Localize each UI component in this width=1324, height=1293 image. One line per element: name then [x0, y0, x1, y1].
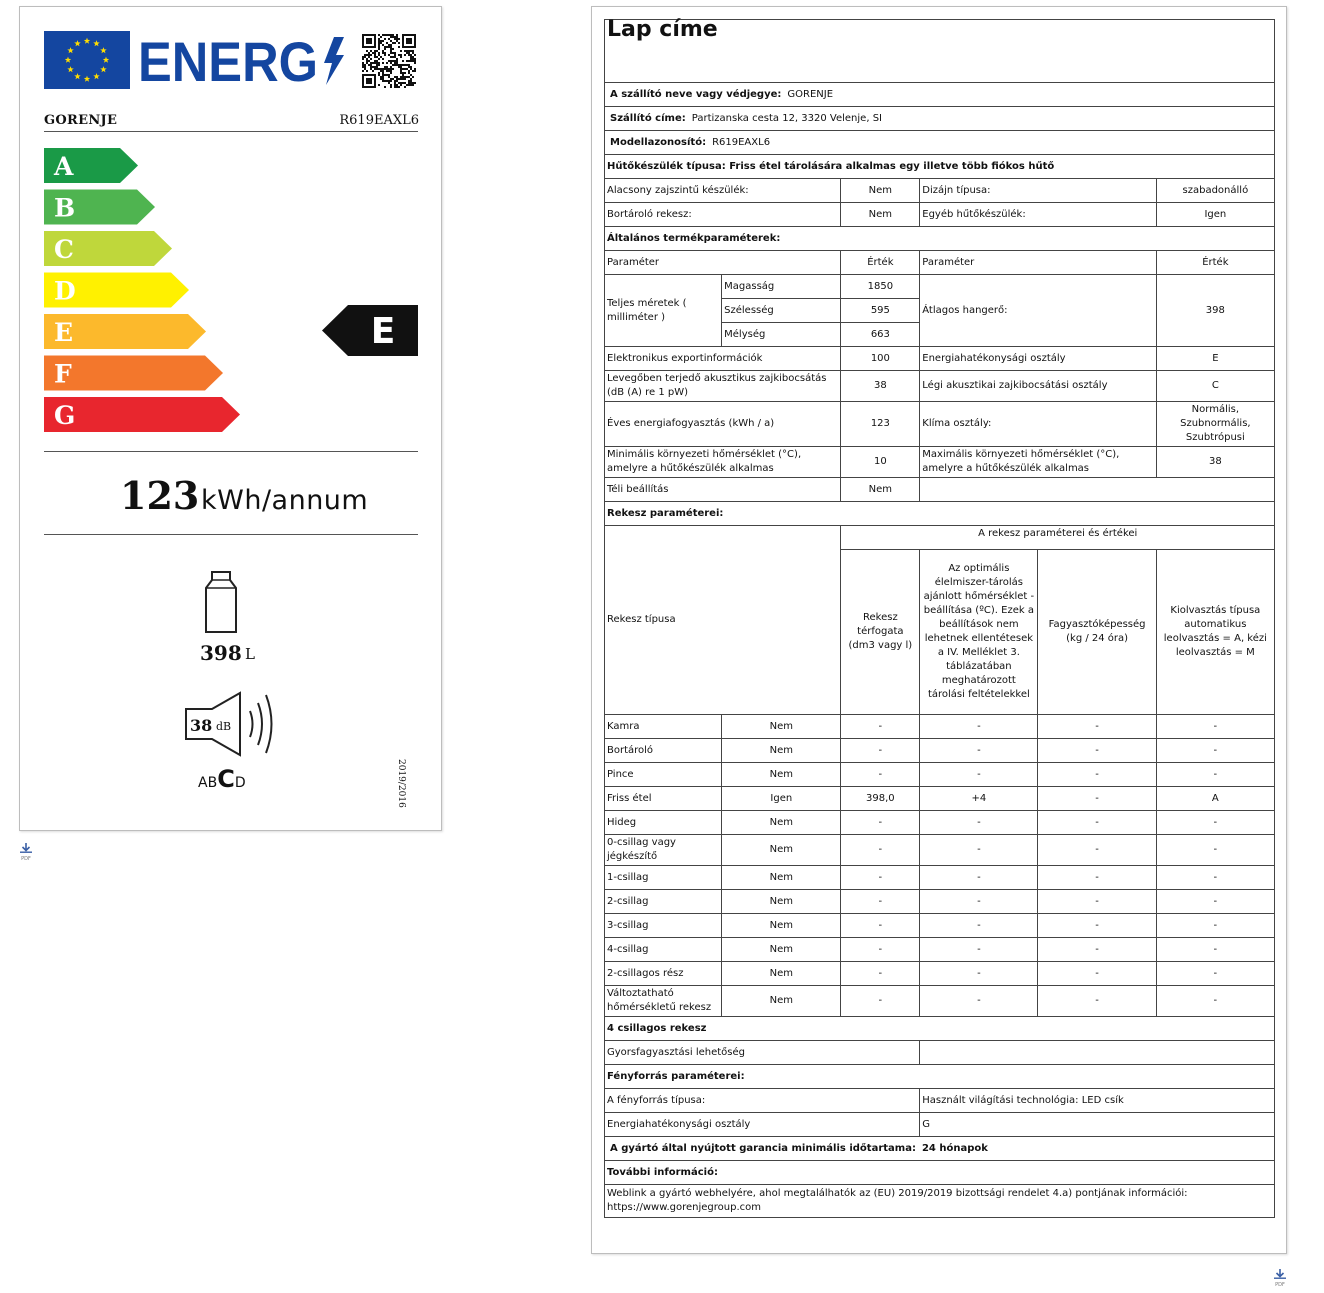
- eu-flag-icon: [44, 31, 130, 89]
- compartment-defrost: -: [1156, 715, 1274, 739]
- general-params-header: Általános termékparaméterek:: [605, 227, 1275, 251]
- compartment-temp-header: Az optimális élelmiszer-tárolás ajánlott hőmérséklet -beállítása (ºC). Ezek a beállítások nem lehetnek ellentétesek a IV. Melléklet 3. táblázatában meghatározott tárolási feltételekkel: [920, 550, 1038, 715]
- pdf-icon-label: PDF: [21, 856, 31, 861]
- compartment-present: Nem: [722, 763, 841, 787]
- compartment-defrost: -: [1156, 866, 1274, 890]
- energy-class-bar-d: [44, 273, 189, 308]
- compartment-row: [605, 914, 1275, 938]
- wine-storage-value: Nem: [841, 203, 920, 227]
- design-type-label: Dizájn típusa:: [920, 179, 1156, 203]
- compartment-name: 4-csillag: [605, 938, 722, 962]
- winter-setting-value: Nem: [841, 478, 920, 502]
- compartment-defrost: -: [1156, 938, 1274, 962]
- climate-class-value: Normális, Szubnormális, Szubtrópusi: [1156, 402, 1274, 447]
- eu-star-icon: [100, 66, 106, 72]
- compartment-defrost: -: [1156, 763, 1274, 787]
- weblink-cell: [605, 1185, 1275, 1218]
- compartment-row: [605, 787, 1275, 811]
- compartment-present: Nem: [722, 866, 841, 890]
- eu-star-icon: [93, 73, 99, 79]
- noise-class-current: C: [217, 765, 235, 793]
- compartment-temp: -: [920, 890, 1038, 914]
- volume-value: 398: [200, 641, 242, 665]
- compartment-temp: +4: [920, 787, 1038, 811]
- energy-class-bar-b: [44, 190, 155, 225]
- supplier-row: [605, 83, 1275, 107]
- compartment-name: 2-csillagos rész: [605, 962, 722, 986]
- bottle-icon: [203, 570, 239, 634]
- eu-star-icon: [93, 40, 99, 46]
- eu-star-icon: [65, 57, 71, 63]
- eu-star-icon: [100, 47, 106, 53]
- compartment-freeze: -: [1038, 787, 1156, 811]
- min-temp-label: Minimális környezeti hőmérséklet (°C), amelyre a hűtőkészülék alkalmas: [605, 447, 841, 478]
- energy-class-label: Energiahatékonysági osztály: [920, 347, 1156, 371]
- compartment-volume: -: [841, 914, 920, 938]
- noise-emission-label: Levegőben terjedő akusztikus zajkibocsátás (dB (A) re 1 pW): [605, 371, 841, 402]
- annual-energy-cell: 123: [841, 402, 920, 447]
- address-label: Szállító címe:: [610, 112, 686, 124]
- compartment-freeze: -: [1038, 811, 1156, 835]
- compartment-freeze-header: Fagyasztóképesség (kg / 24 óra): [1038, 550, 1156, 715]
- compartment-row: [605, 890, 1275, 914]
- volume-label: Átlagos hangerő:: [920, 275, 1156, 347]
- noise-class-value: C: [1156, 371, 1274, 402]
- noise-class-scale: [198, 765, 246, 793]
- energy-class-letter: E: [370, 311, 396, 352]
- compartment-temp: -: [920, 914, 1038, 938]
- energy-class-bar-letter: A: [54, 152, 74, 181]
- compartment-name: 0-csillag vagy jégkészítő: [605, 835, 722, 866]
- light-technology: Használt világítási technológia: LED csík: [920, 1089, 1275, 1113]
- annual-energy-label: Éves energiafogyasztás (kWh / a): [605, 402, 841, 447]
- compartment-defrost: -: [1156, 739, 1274, 763]
- compartment-defrost-header: Kiolvasztás típusa automatikus leolvasztás = A, kézi leolvasztás = M: [1156, 550, 1274, 715]
- eu-star-icon: [103, 57, 109, 63]
- appliance-type: Hűtőkészülék típusa: Friss étel tárolására alkalmas egy illetve több fiókos hűtő: [605, 155, 1275, 179]
- compartment-row: [605, 835, 1275, 866]
- compartment-present: Igen: [722, 787, 841, 811]
- noise-value: 38: [190, 716, 213, 735]
- compartment-freeze: -: [1038, 914, 1156, 938]
- compartment-name: 3-csillag: [605, 914, 722, 938]
- compartment-present: Nem: [722, 938, 841, 962]
- depth-label: Mélység: [722, 323, 841, 347]
- compartment-temp: -: [920, 866, 1038, 890]
- compartment-name: Friss étel: [605, 787, 722, 811]
- compartment-row: [605, 763, 1275, 787]
- divider: [44, 131, 418, 132]
- other-appliance-value: Igen: [1156, 203, 1274, 227]
- weblink-text: Weblink a gyártó webhelyére, ahol megtalálhatók az (EU) 2019/2019 bizottsági rendelet 4.a) pontjának információi:: [607, 1188, 1188, 1199]
- energy-class-value: E: [1156, 347, 1274, 371]
- compartment-present: Nem: [722, 715, 841, 739]
- compartment-temp: -: [920, 962, 1038, 986]
- regulation-number: 2019/2016: [396, 759, 406, 808]
- energy-class-bar-letter: B: [54, 193, 76, 223]
- weblink-url[interactable]: https://www.gorenjegroup.com: [607, 1202, 761, 1213]
- volume-value-cell: 398: [1156, 275, 1274, 347]
- compartment-defrost: -: [1156, 890, 1274, 914]
- compartment-defrost: -: [1156, 914, 1274, 938]
- warranty-row: [605, 1137, 1275, 1161]
- energy-word: ENERG: [138, 30, 318, 91]
- address-value: Partizanska cesta 12, 3320 Velenje, SI: [691, 112, 882, 124]
- noise-class-label: Légi akusztikai zajkibocsátási osztály: [920, 371, 1156, 402]
- compartment-freeze: -: [1038, 986, 1156, 1017]
- supplier-label: A szállító neve vagy védjegye:: [610, 88, 782, 100]
- eu-star-icon: [84, 76, 90, 82]
- four-star-header: 4 csillagos rekesz: [605, 1017, 1275, 1041]
- compartment-temp: -: [920, 739, 1038, 763]
- max-temp-value: 38: [1156, 447, 1274, 478]
- compartment-volume: -: [841, 890, 920, 914]
- compartment-name: 2-csillag: [605, 890, 722, 914]
- noise-class-before: AB: [198, 775, 218, 791]
- compartment-volume: -: [841, 962, 920, 986]
- low-noise-label: Alacsony zajszintű készülék:: [605, 179, 841, 203]
- compartment-volume: -: [841, 811, 920, 835]
- fiche-title: Lap címe: [605, 20, 1275, 83]
- compartment-temp: -: [920, 715, 1038, 739]
- compartment-defrost: -: [1156, 835, 1274, 866]
- pdf-download-icon[interactable]: [1273, 1269, 1287, 1287]
- compartment-freeze: -: [1038, 715, 1156, 739]
- product-fiche: [591, 6, 1287, 1254]
- energy-class-bar-letter: D: [54, 276, 76, 306]
- param-col-header: Paraméter: [920, 251, 1156, 275]
- model-row: [605, 131, 1275, 155]
- annual-energy-value: 123: [120, 473, 200, 518]
- compartment-row: [605, 986, 1275, 1017]
- compartment-present: Nem: [722, 962, 841, 986]
- volume-unit: L: [245, 645, 255, 663]
- compartment-volume: -: [841, 763, 920, 787]
- param-col-header: Paraméter: [605, 251, 841, 275]
- compartment-volume: -: [841, 866, 920, 890]
- noise-class-after: D: [234, 775, 246, 791]
- depth-value: 663: [841, 323, 920, 347]
- compartment-row: [605, 866, 1275, 890]
- compartment-freeze: -: [1038, 739, 1156, 763]
- warranty-label: A gyártó által nyújtott garancia minimális időtartama:: [610, 1142, 916, 1154]
- compartment-freeze: -: [1038, 763, 1156, 787]
- label-model: R619EAXL6: [339, 113, 419, 128]
- low-noise-value: Nem: [841, 179, 920, 203]
- empty-cell: [920, 478, 1275, 502]
- compartment-row: [605, 938, 1275, 962]
- eprel-label: Elektronikus exportinformációk: [605, 347, 841, 371]
- compartment-defrost: -: [1156, 962, 1274, 986]
- compartment-row: [605, 739, 1275, 763]
- pdf-icon-label: PDF: [1275, 1282, 1285, 1287]
- energy-class-bar-letter: C: [54, 235, 74, 264]
- compartment-name: 1-csillag: [605, 866, 722, 890]
- compartment-name: Bortároló: [605, 739, 722, 763]
- other-appliance-label: Egyéb hűtőkészülék:: [920, 203, 1156, 227]
- qr-code-icon: [362, 34, 416, 88]
- energy-wordmark: [138, 29, 350, 91]
- min-temp-value: 10: [841, 447, 920, 478]
- compartment-freeze: -: [1038, 962, 1156, 986]
- compartment-params-header: Rekesz paraméterei:: [605, 502, 1275, 526]
- energy-class-bar-c: [44, 231, 172, 266]
- winter-setting-label: Téli beállítás: [605, 478, 841, 502]
- compartment-row: [605, 962, 1275, 986]
- compartment-volume: -: [841, 938, 920, 962]
- compartment-volume: -: [841, 739, 920, 763]
- compartment-name: Változtatható hőmérsékletű rekesz: [605, 986, 722, 1017]
- compartment-freeze: -: [1038, 890, 1156, 914]
- design-type-value: szabadonálló: [1156, 179, 1274, 203]
- value-col-header: Érték: [841, 251, 920, 275]
- compartment-freeze: -: [1038, 866, 1156, 890]
- compartment-volume: -: [841, 986, 920, 1017]
- compartment-temp: -: [920, 811, 1038, 835]
- compartment-volume-header: Rekesz térfogata (dm3 vagy l): [841, 550, 920, 715]
- compartment-row: [605, 811, 1275, 835]
- compartment-name: Pince: [605, 763, 722, 787]
- compartment-type-label: Rekesz típusa: [605, 526, 841, 715]
- energy-bolt-icon: [324, 37, 344, 85]
- supplier-value: GORENJE: [787, 88, 834, 100]
- compartment-temp: -: [920, 763, 1038, 787]
- width-label: Szélesség: [722, 299, 841, 323]
- compartment-present: Nem: [722, 835, 841, 866]
- address-row: [605, 107, 1275, 131]
- compartment-volume: -: [841, 715, 920, 739]
- compartment-temp: -: [920, 835, 1038, 866]
- compartment-present: Nem: [722, 739, 841, 763]
- compartment-present: Nem: [722, 914, 841, 938]
- value-col-header: Érték: [1156, 251, 1274, 275]
- compartment-freeze: -: [1038, 938, 1156, 962]
- eu-star-icon: [84, 38, 90, 44]
- model-value: R619EAXL6: [712, 136, 771, 148]
- light-energy-class-label: Energiahatékonysági osztály: [605, 1113, 920, 1137]
- width-value: 595: [841, 299, 920, 323]
- pdf-download-icon[interactable]: [19, 843, 33, 861]
- height-value: 1850: [841, 275, 920, 299]
- eu-star-icon: [74, 40, 80, 46]
- energy-class-bar-a: [44, 148, 138, 183]
- energy-class-bar-letter: E: [54, 318, 74, 347]
- dimensions-label: Teljes méretek ( milliméter ): [605, 275, 722, 347]
- noise-unit: dB: [216, 720, 232, 733]
- eprel-value: 100: [841, 347, 920, 371]
- compartment-present: Nem: [722, 890, 841, 914]
- compartment-temp: -: [920, 986, 1038, 1017]
- light-params-header: Fényforrás paraméterei:: [605, 1065, 1275, 1089]
- energy-class-indicator: [322, 305, 418, 356]
- energy-class-scale: [44, 148, 284, 438]
- divider: [44, 451, 418, 452]
- eu-star-icon: [74, 73, 80, 79]
- divider: [44, 534, 418, 535]
- compartment-volume: 398,0: [841, 787, 920, 811]
- warranty-value: 24 hónapok: [921, 1142, 988, 1154]
- compartment-volume: -: [841, 835, 920, 866]
- compartment-name: Hideg: [605, 811, 722, 835]
- energy-class-bar-e: [44, 314, 206, 349]
- fast-freeze-label: Gyorsfagyasztási lehetőség: [605, 1041, 920, 1065]
- energy-class-bar-letter: F: [54, 359, 72, 389]
- compartment-row: [605, 715, 1275, 739]
- light-type-label: A fényforrás típusa:: [605, 1089, 920, 1113]
- compartment-defrost: A: [1156, 787, 1274, 811]
- compartment-freeze: -: [1038, 835, 1156, 866]
- annual-energy-unit: kWh/annum: [201, 485, 369, 516]
- eu-star-icon: [67, 66, 73, 72]
- compartment-temp: -: [920, 938, 1038, 962]
- max-temp-label: Maximális környezeti hőmérséklet (°C), amelyre a hűtőkészülék alkalmas: [920, 447, 1156, 478]
- compartment-present: Nem: [722, 986, 841, 1017]
- label-brand: GORENJE: [44, 113, 118, 128]
- wine-storage-label: Bortároló rekesz:: [605, 203, 841, 227]
- more-info-header: További információ:: [605, 1161, 1275, 1185]
- empty-cell: [920, 1041, 1275, 1065]
- compartment-defrost: -: [1156, 986, 1274, 1017]
- compartment-present: Nem: [722, 811, 841, 835]
- climate-class-label: Klíma osztály:: [920, 402, 1156, 447]
- model-label: Modellazonosító:: [610, 136, 707, 148]
- energy-class-bar-f: [44, 356, 223, 391]
- compartment-name: Kamra: [605, 715, 722, 739]
- energy-class-bar-letter: G: [54, 401, 76, 430]
- height-label: Magasság: [722, 275, 841, 299]
- compartment-defrost: -: [1156, 811, 1274, 835]
- compartment-params-values-header: A rekesz paraméterei és értékei: [841, 526, 1275, 550]
- noise-emission-value: 38: [841, 371, 920, 402]
- energy-class-bar-g: [44, 397, 240, 432]
- product-fiche-table: [604, 19, 1275, 1218]
- energy-label: [19, 6, 442, 831]
- eu-star-icon: [67, 47, 73, 53]
- light-energy-class-value: G: [920, 1113, 1275, 1137]
